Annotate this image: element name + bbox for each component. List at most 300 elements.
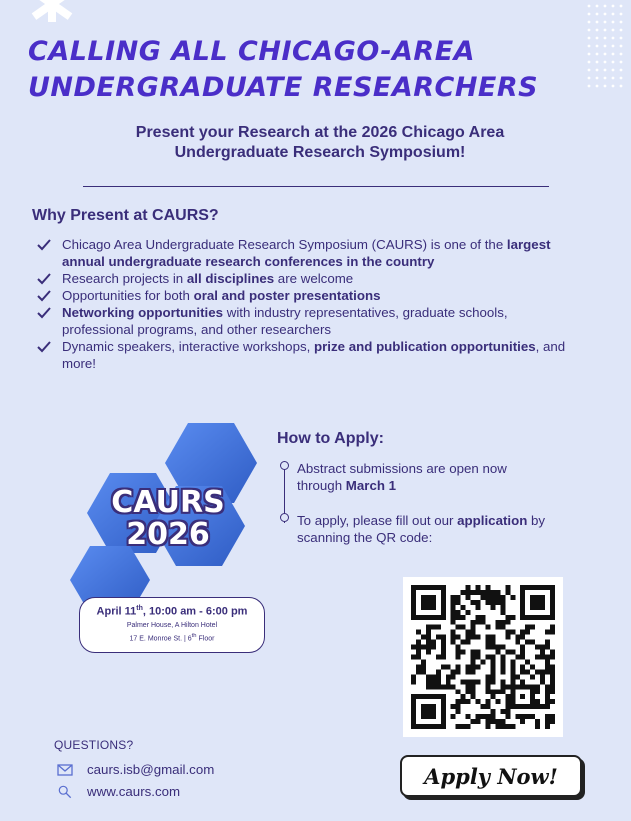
qr-module xyxy=(471,689,476,694)
qr-module xyxy=(456,635,461,640)
qr-module xyxy=(451,600,456,605)
qr-module xyxy=(441,645,446,650)
qr-module xyxy=(525,640,530,645)
qr-module xyxy=(500,605,505,610)
qr-module xyxy=(451,640,456,645)
qr-module xyxy=(431,645,436,650)
qr-module xyxy=(485,645,490,650)
qr-module xyxy=(540,674,545,679)
why-list xyxy=(36,236,576,372)
qr-module xyxy=(500,684,505,689)
qr-module xyxy=(495,724,500,729)
qr-module xyxy=(471,650,476,655)
decorative-dot xyxy=(620,69,623,72)
event-title xyxy=(98,487,238,551)
asterisk-burst-icon xyxy=(22,0,82,26)
qr-module xyxy=(485,595,490,600)
qr-module xyxy=(411,674,416,679)
qr-module xyxy=(545,714,550,719)
qr-module xyxy=(505,635,510,640)
qr-module xyxy=(476,679,481,684)
qr-module xyxy=(510,659,515,664)
qr-module xyxy=(530,674,535,679)
qr-module xyxy=(545,719,550,724)
qr-module xyxy=(411,679,416,684)
headline-line-1: CALLING ALL CHICAGO-AREA xyxy=(28,36,476,67)
qr-finder xyxy=(530,595,545,610)
qr-module xyxy=(550,719,555,724)
qr-module xyxy=(505,590,510,595)
decorative-dot xyxy=(596,29,599,32)
qr-module xyxy=(490,645,495,650)
qr-module xyxy=(481,704,486,709)
qr-module xyxy=(550,714,555,719)
qr-module xyxy=(545,640,550,645)
qr-module xyxy=(426,679,431,684)
qr-module xyxy=(495,650,500,655)
qr-module xyxy=(520,635,525,640)
decorative-dot xyxy=(612,13,615,16)
qr-module xyxy=(510,724,515,729)
decorative-dot xyxy=(588,13,591,16)
qr-module xyxy=(500,689,505,694)
qr-module xyxy=(485,600,490,605)
qr-module xyxy=(510,674,515,679)
qr-module xyxy=(505,615,510,620)
qr-module xyxy=(505,585,510,590)
qr-module xyxy=(500,679,505,684)
qr-module xyxy=(451,714,456,719)
timeline-dot xyxy=(280,513,289,522)
qr-module xyxy=(485,640,490,645)
qr-module xyxy=(535,704,540,709)
qr-module xyxy=(505,704,510,709)
how-title: How to Apply: xyxy=(277,430,384,447)
qr-module xyxy=(481,615,486,620)
qr-module xyxy=(485,719,490,724)
qr-module xyxy=(466,590,471,595)
apply-now-button[interactable]: Apply Now! xyxy=(400,755,582,797)
qr-module xyxy=(416,655,421,660)
check-icon xyxy=(36,238,52,252)
decorative-dot xyxy=(588,21,591,24)
decorative-dot xyxy=(620,29,623,32)
qr-module xyxy=(485,724,490,729)
qr-module xyxy=(466,684,471,689)
qr-module xyxy=(530,640,535,645)
decorative-dot xyxy=(604,13,607,16)
qr-module xyxy=(530,664,535,669)
qr-module xyxy=(500,659,505,664)
list-item: Chicago Area Undergraduate Research Symposium (CAURS) is one of the largest annual undergraduate research conferences in the country xyxy=(36,236,576,270)
decorative-dot xyxy=(620,61,623,64)
qr-module xyxy=(426,640,431,645)
website-link[interactable]: www.caurs.com xyxy=(87,784,181,799)
qr-module xyxy=(426,684,431,689)
qr-module xyxy=(490,640,495,645)
qr-module xyxy=(436,635,441,640)
qr-module xyxy=(451,595,456,600)
qr-module xyxy=(545,694,550,699)
qr-module xyxy=(476,585,481,590)
qr-module xyxy=(485,714,490,719)
qr-module xyxy=(466,585,471,590)
qr-module xyxy=(451,635,456,640)
event-details-card xyxy=(79,597,265,653)
qr-module xyxy=(545,669,550,674)
qr-module xyxy=(545,724,550,729)
qr-module xyxy=(476,664,481,669)
qr-module xyxy=(471,630,476,635)
qr-module xyxy=(481,714,486,719)
qr-module xyxy=(441,650,446,655)
qr-module xyxy=(500,724,505,729)
qr-module xyxy=(550,650,555,655)
qr-module xyxy=(476,699,481,704)
qr-module xyxy=(426,625,431,630)
qr-module xyxy=(416,630,421,635)
decorative-dot xyxy=(612,29,615,32)
qr-module xyxy=(466,714,471,719)
qr-module xyxy=(416,664,421,669)
qr-module xyxy=(530,625,535,630)
qr-module xyxy=(446,664,451,669)
qr-module xyxy=(490,635,495,640)
qr-module xyxy=(476,600,481,605)
qr-module xyxy=(446,684,451,689)
qr-module xyxy=(451,605,456,610)
qr-module xyxy=(471,590,476,595)
qr-module xyxy=(540,655,545,660)
email-link[interactable]: caurs.isb@gmail.com xyxy=(87,762,215,777)
qr-module xyxy=(421,669,426,674)
qr-module xyxy=(456,689,461,694)
qr-module xyxy=(471,684,476,689)
qr-module xyxy=(436,625,441,630)
qr-module xyxy=(490,669,495,674)
qr-module xyxy=(520,630,525,635)
qr-module xyxy=(495,600,500,605)
qr-module xyxy=(476,655,481,660)
qr-module xyxy=(550,679,555,684)
qr-module xyxy=(495,645,500,650)
qr-module xyxy=(540,704,545,709)
qr-module xyxy=(525,714,530,719)
qr-module xyxy=(535,719,540,724)
decorative-dot xyxy=(588,5,591,8)
check-icon xyxy=(36,340,52,354)
qr-module xyxy=(441,664,446,669)
qr-module xyxy=(515,635,520,640)
qr-module xyxy=(431,640,436,645)
qr-module xyxy=(510,669,515,674)
qr-module xyxy=(485,585,490,590)
qr-module xyxy=(495,620,500,625)
qr-module xyxy=(485,655,490,660)
qr-module xyxy=(490,709,495,714)
qr-module xyxy=(515,640,520,645)
qr-module xyxy=(451,674,456,679)
qr-module xyxy=(545,659,550,664)
qr-finder xyxy=(421,704,436,719)
qr-module xyxy=(535,645,540,650)
decorative-dot xyxy=(596,5,599,8)
qr-module xyxy=(520,669,525,674)
qr-module xyxy=(510,615,515,620)
qr-module xyxy=(490,719,495,724)
website-contact[interactable] xyxy=(57,784,180,799)
qr-module xyxy=(411,655,416,660)
qr-module xyxy=(485,684,490,689)
decorative-dot xyxy=(620,45,623,48)
qr-module xyxy=(476,620,481,625)
qr-module xyxy=(441,684,446,689)
qr-module xyxy=(550,664,555,669)
qr-module xyxy=(426,674,431,679)
qr-module xyxy=(476,635,481,640)
qr-module xyxy=(461,694,466,699)
qr-module xyxy=(451,615,456,620)
decorative-dot xyxy=(620,21,623,24)
qr-module xyxy=(485,625,490,630)
qr-module xyxy=(461,605,466,610)
qr-module xyxy=(456,699,461,704)
qr-module xyxy=(540,645,545,650)
list-item: Dynamic speakers, interactive workshops, prize and publication opportunities, and more! xyxy=(36,338,576,372)
qr-module xyxy=(495,590,500,595)
qr-module xyxy=(451,684,456,689)
qr-module xyxy=(461,590,466,595)
qr-module xyxy=(471,635,476,640)
list-item: Networking opportunities with industry representatives, graduate schools, professional programs, and other researchers xyxy=(36,304,576,338)
qr-module xyxy=(505,709,510,714)
qr-module xyxy=(505,694,510,699)
qr-module xyxy=(520,645,525,650)
qr-module xyxy=(495,595,500,600)
qr-module xyxy=(431,679,436,684)
qr-module xyxy=(446,679,451,684)
qr-module xyxy=(490,605,495,610)
qr-module xyxy=(451,630,456,635)
qr-module xyxy=(520,719,525,724)
qr-module xyxy=(500,669,505,674)
qr-module xyxy=(485,689,490,694)
qr-module xyxy=(421,664,426,669)
qr-module xyxy=(495,625,500,630)
decorative-dot xyxy=(620,85,623,88)
check-icon xyxy=(36,306,52,320)
email-contact[interactable] xyxy=(57,762,214,777)
qr-module xyxy=(456,625,461,630)
qr-module xyxy=(456,600,461,605)
decorative-dot xyxy=(596,13,599,16)
qr-module xyxy=(545,684,550,689)
qr-module xyxy=(495,699,500,704)
qr-module xyxy=(535,699,540,704)
qr-module xyxy=(550,684,555,689)
qr-module xyxy=(411,645,416,650)
qr-module xyxy=(495,719,500,724)
qr-module xyxy=(456,615,461,620)
qr-module xyxy=(436,679,441,684)
qr-module xyxy=(426,645,431,650)
qr-module xyxy=(500,600,505,605)
qr-module xyxy=(500,620,505,625)
qr-module xyxy=(461,650,466,655)
qr-module xyxy=(500,595,505,600)
qr-module xyxy=(505,714,510,719)
qr-module xyxy=(456,650,461,655)
qr-module xyxy=(481,595,486,600)
qr-module xyxy=(466,724,471,729)
qr-module xyxy=(456,669,461,674)
qr-module xyxy=(466,664,471,669)
qr-module xyxy=(500,645,505,650)
qr-module xyxy=(490,674,495,679)
qr-module xyxy=(431,674,436,679)
list-item: Research projects in all disciplines are welcome xyxy=(36,270,576,287)
apply-step-1: Abstract submissions are open now through March 1 xyxy=(297,461,507,493)
decorative-dot xyxy=(604,29,607,32)
headline xyxy=(28,34,618,106)
qr-module xyxy=(490,600,495,605)
qr-module xyxy=(461,640,466,645)
qr-module xyxy=(485,635,490,640)
qr-module xyxy=(525,630,530,635)
qr-module xyxy=(441,655,446,660)
qr-module xyxy=(545,689,550,694)
qr-module xyxy=(471,719,476,724)
qr-module xyxy=(485,590,490,595)
qr-module xyxy=(550,669,555,674)
qr-module xyxy=(451,704,456,709)
qr-module xyxy=(490,679,495,684)
subheadline-line-2: Undergraduate Research Symposium! xyxy=(174,144,466,161)
qr-module xyxy=(505,684,510,689)
qr-module xyxy=(530,714,535,719)
qr-module xyxy=(426,630,431,635)
qr-module xyxy=(510,650,515,655)
qr-module xyxy=(476,719,481,724)
qr-module xyxy=(461,625,466,630)
qr-module xyxy=(545,704,550,709)
qr-module xyxy=(550,699,555,704)
list-item: Opportunities for both oral and poster presentations xyxy=(36,287,576,304)
qr-module xyxy=(466,689,471,694)
decorative-dot xyxy=(620,53,623,56)
qr-module xyxy=(515,714,520,719)
qr-module xyxy=(520,714,525,719)
qr-module xyxy=(436,655,441,660)
decorative-dot xyxy=(612,21,615,24)
qr-module xyxy=(500,664,505,669)
qr-finder xyxy=(421,595,436,610)
decorative-dot xyxy=(604,5,607,8)
qr-module xyxy=(426,635,431,640)
qr-module xyxy=(461,615,466,620)
qr-module xyxy=(550,630,555,635)
qr-module xyxy=(505,699,510,704)
qr-module xyxy=(466,699,471,704)
timeline-dot xyxy=(280,461,289,470)
qr-module xyxy=(446,674,451,679)
qr-module xyxy=(485,674,490,679)
qr-module xyxy=(471,620,476,625)
qr-module xyxy=(550,625,555,630)
qr-module xyxy=(535,684,540,689)
qr-module xyxy=(416,645,421,650)
qr-module xyxy=(471,679,476,684)
apply-step-2: To apply, please fill out our application by scanning the QR code: xyxy=(297,513,546,545)
qr-module xyxy=(515,674,520,679)
qr-module xyxy=(485,704,490,709)
event-name-line-1: CAURS xyxy=(111,485,225,520)
qr-module xyxy=(451,669,456,674)
subheadline xyxy=(60,123,580,163)
qr-module xyxy=(431,684,436,689)
qr-module xyxy=(456,664,461,669)
qr-module xyxy=(481,659,486,664)
qr-module xyxy=(520,664,525,669)
qr-module xyxy=(515,655,520,660)
qr-module xyxy=(550,674,555,679)
event-date: April 11th, 10:00 am - 6:00 pm xyxy=(96,605,248,618)
qr-module xyxy=(481,590,486,595)
qr-module xyxy=(540,650,545,655)
qr-module xyxy=(550,655,555,660)
qr-module xyxy=(505,630,510,635)
qr-module xyxy=(421,645,426,650)
qr-module xyxy=(490,689,495,694)
qr-module xyxy=(545,645,550,650)
qr-module xyxy=(510,679,515,684)
qr-module xyxy=(476,615,481,620)
qr-module xyxy=(456,724,461,729)
qr-module xyxy=(505,620,510,625)
mail-icon xyxy=(57,763,73,777)
qr-module xyxy=(485,699,490,704)
qr-module xyxy=(461,679,466,684)
qr-module xyxy=(550,689,555,694)
qr-code[interactable] xyxy=(403,577,563,737)
qr-module xyxy=(436,674,441,679)
qr-module xyxy=(545,655,550,660)
qr-module xyxy=(540,669,545,674)
qr-module xyxy=(466,640,471,645)
qr-module xyxy=(476,605,481,610)
qr-module xyxy=(490,659,495,664)
qr-module xyxy=(431,625,436,630)
qr-module xyxy=(510,630,515,635)
qr-module xyxy=(490,714,495,719)
qr-module xyxy=(535,689,540,694)
qr-module xyxy=(441,640,446,645)
qr-module xyxy=(456,655,461,660)
qr-module xyxy=(471,600,476,605)
qr-module xyxy=(436,684,441,689)
event-venue: Palmer House, A Hilton Hotel xyxy=(126,621,218,629)
qr-module xyxy=(471,664,476,669)
qr-module xyxy=(456,595,461,600)
qr-module xyxy=(510,664,515,669)
qr-module xyxy=(500,655,505,660)
qr-module xyxy=(471,659,476,664)
qr-module xyxy=(545,699,550,704)
decorative-dot xyxy=(620,77,623,80)
qr-module xyxy=(476,650,481,655)
qr-module xyxy=(535,724,540,729)
qr-module xyxy=(471,669,476,674)
